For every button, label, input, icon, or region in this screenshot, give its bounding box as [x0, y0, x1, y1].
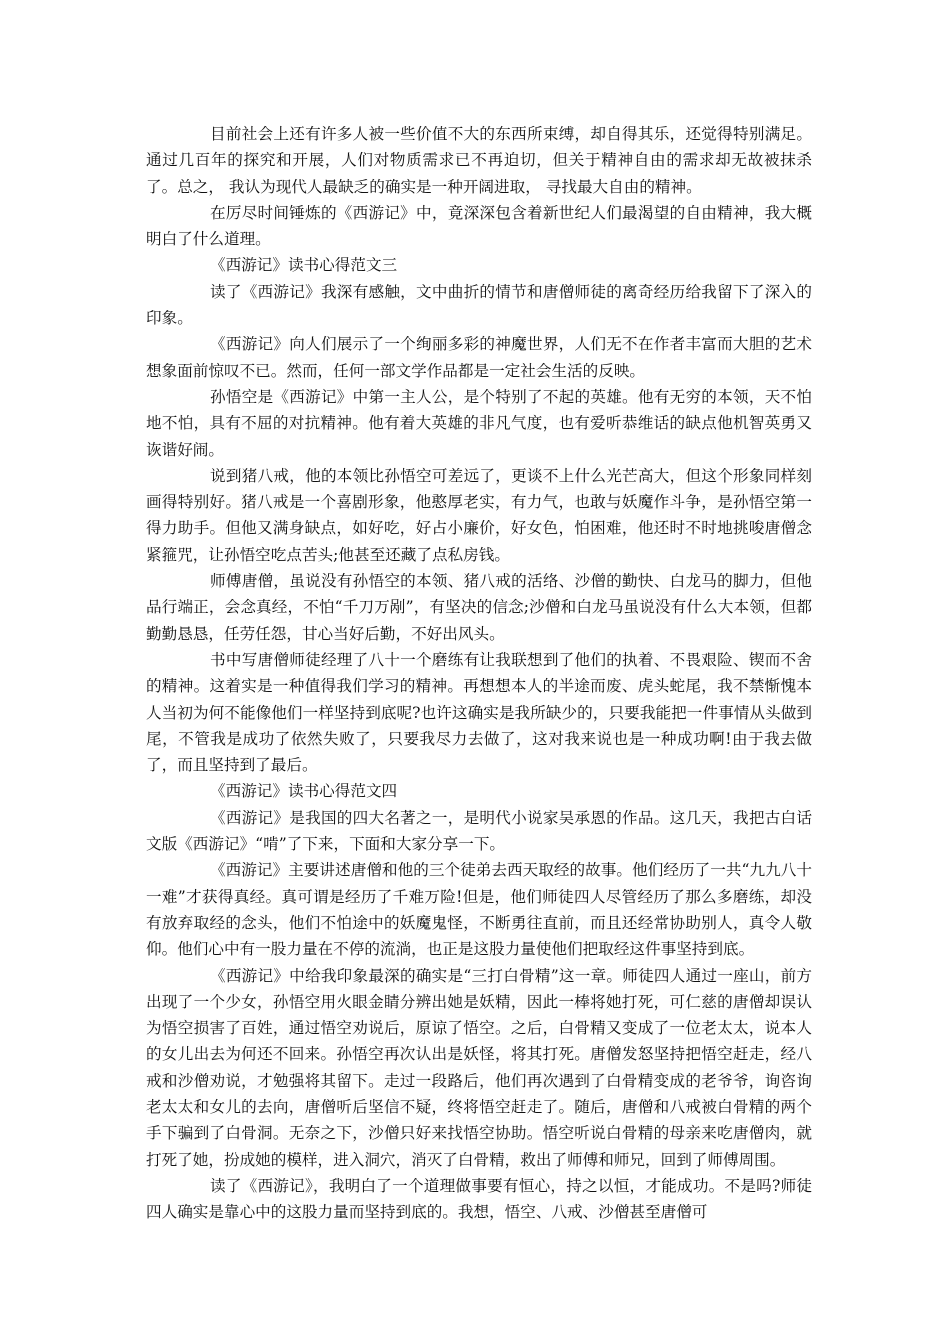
- section-heading: 《西游记》读书心得范文三: [210, 256, 398, 275]
- paragraph: 读了《西游记》我深有感触，文中曲折的情节和唐僧师徒的离奇经历给我留下了深入的印象。: [146, 282, 812, 328]
- paragraph: 《西游记》向人们展示了一个绚丽多彩的神魔世界，人们无不在作者丰富而大胆的艺术想象面前惊叹不已。然而，任何一部文学作品都是一定社会生活的反映。: [146, 335, 812, 380]
- paragraph: 在厉尽时间锤炼的《西游记》中，竟深深包含着新世纪人们最渴望的自由精神，我大概明白了什么道理。: [146, 203, 812, 249]
- paragraph: 书中写唐僧师徒经理了八十一个磨练有让我联想到了他们的执着、不畏艰险、锲而不舍的精神。这着实是一种值得我们学习的精神。再想想本人的半途而废、虎头蛇尾，我不禁惭愧本人当初为何不能像他们一样坚持到底呢?也许这确实是我所缺少的，只要我能把一件事情从头做到尾，不管我是成功了依然失败了，只要我尽力去做了，这对我来说也是一种成功啊!由于我去做了，而且坚持到了最后。: [146, 650, 812, 775]
- paragraph: 目前社会上还有许多人被一些价值不大的东西所束缚，却自得其乐，还觉得特别满足。通过几百年的探究和开展，人们对物质需求已不再迫切，但关于精神自由的需求却无故被抹杀了。总之， 我认为现代人最缺乏的确实是一种开阔进取， 寻找最大自由的精神。: [146, 125, 812, 196]
- paragraph: 读了《西游记》，我明白了一个道理做事要有恒心，持之以恒，才能成功。不是吗?师徒四人确实是靠心中的这股力量而坚持到底的。我想，悟空、八戒、沙僧甚至唐僧可: [146, 1176, 812, 1222]
- paragraph: 《西游记》中给我印象最深的确实是“三打白骨精”这一章。师徒四人通过一座山，前方出现了一个少女，孙悟空用火眼金睛分辨出她是妖精，因此一棒将她打死，可仁慈的唐僧却误认为悟空损害了百姓，通过悟空劝说后，原谅了悟空。之后，白骨精又变成了一位老太太，说本人的女儿出去为何还不回来。孙悟空再次认出是妖怪，将其打死。唐僧发怒坚持把悟空赶走，经八戒和沙僧劝说，才勉强将其留下。走过一段路后，他们再次遇到了白骨精变成的老爷爷，询咨询老太太和女儿的去向，唐僧听后坚信不疑，终将悟空赶走了。随后，唐僧和八戒被白骨精的两个手下骗到了白骨洞。无奈之下，沙僧只好来找悟空协助。悟空听说白骨精的母亲来吃唐僧肉，就打死了她，扮成她的模样，进入洞穴，消灭了白骨精，救出了师傅和师兄，回到了师傅周围。: [146, 966, 812, 1169]
- paragraph: 《西游记》是我国的四大名著之一，是明代小说家吴承恩的作品。这几天，我把古白话文版《西游记》“啃”了下来，下面和大家分享一下。: [146, 808, 812, 854]
- section-heading: 《西游记》读书心得范文四: [210, 782, 398, 801]
- paragraph: 《西游记》主要讲述唐僧和他的三个徒弟去西天取经的故事。他们经历了一共“九九八十一难”才获得真经。真可谓是经历了千难万险!但是，他们师徒四人尽管经历了那么多磨练，却没有放弃取经的念头，他们不怕途中的妖魔鬼怪，不断勇往直前，而且还经常协助别人，真令人敬仰。他们心中有一股力量在不停的流淌，也正是这股力量使他们把取经这件事坚持到底。: [146, 861, 812, 959]
- document-page: [146, 121, 812, 1225]
- paragraph: 孙悟空是《西游记》中第一主人公，是个特别了不起的英雄。他有无穷的本领，天不怕地不怕，具有不屈的对抗精神。他有着大英雄的非凡气度，也有爱听恭维话的缺点他机智英勇又诙谐好闹。: [146, 387, 812, 459]
- paragraph: 师傅唐僧，虽说没有孙悟空的本领、猪八戒的活络、沙僧的勤快、白龙马的脚力，但他品行端正，会念真经，不怕“千刀万剐”，有坚决的信念;沙僧和白龙马虽说没有什么大本领，但都勤勤恳恳，任劳任怨，甘心当好后勤，不好出风头。: [146, 572, 812, 643]
- paragraph: 说到猪八戒，他的本领比孙悟空可差远了，更谈不上什么光芒高大，但这个形象同样刻画得特别好。猪八戒是一个喜剧形象，他憨厚老实，有力气，也敢与妖魔作斗争，是孙悟空第一得力助手。但他又满身缺点，如好吃，好占小廉价，好女色，怕困难，他还时不时地挑唆唐僧念紧箍咒，让孙悟空吃点苦头;他甚至还藏了点私房钱。: [146, 466, 812, 564]
